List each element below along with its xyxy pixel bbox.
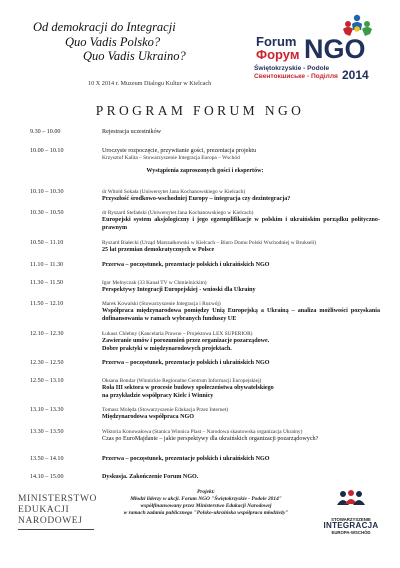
schedule-line: 25 lat przemian demokratycznych w Polsce <box>102 247 215 254</box>
schedule-row <box>30 129 380 148</box>
title-line: Quo Vadis Polsko? <box>65 34 161 49</box>
schedule-line: Zawieranie umów i porozumień przez organizacje pozarządowe. <box>102 338 270 345</box>
logo-forum-cyrillic: Форум <box>256 47 300 62</box>
project-line: Młodzi liderzy w akcji. Forum NGO "Świętokrzyskie - Podole 2014" <box>130 495 282 502</box>
schedule-row <box>30 210 380 240</box>
colored-people-icon <box>343 15 372 36</box>
logo-region-pl: Świętokrzyskie - Podole <box>254 65 330 72</box>
schedule-line: Rola III sektora w procesie budowy społeczeństwa obywatelskiego <box>102 385 274 392</box>
schedule-line: Dobre praktyki w międzynarodowych projektach. <box>102 345 232 352</box>
schedule-time: 14.10 – 15.00 <box>30 474 64 480</box>
event-title <box>33 20 233 64</box>
schedule-row <box>30 148 380 168</box>
schedule-time: 13.50 – 14.10 <box>30 456 64 462</box>
footer <box>0 480 400 568</box>
ministry-line: NARODOWEJ <box>18 516 83 526</box>
schedule-time: 12.30 – 12.50 <box>30 360 64 366</box>
logo-region-ua: Свентокшиське - Поділля <box>254 73 338 80</box>
schedule-line: Dyskusja. Zakończenie Forum NGO. <box>102 474 199 480</box>
ministry-underline <box>18 529 94 530</box>
schedule-speaker: dr Witold Sokała (Uniwersytet Jana Kochanowskiego w Kielcach) <box>102 189 246 195</box>
association-line-1: STOWARZYSZENIE <box>331 517 371 522</box>
schedule-time: 11.10 – 11.30 <box>30 262 64 268</box>
schedule-line: Międzynarodowa współpraca NGO <box>102 414 194 421</box>
date-location: 10 X 2014 r. Muzeum Dialogu Kultur w Kielcach <box>88 80 212 87</box>
schedule-line: Czas po EuroMajdanie – jakie perspektywy dla ukraińskich organizacji pozarządowych? <box>102 436 319 443</box>
schedule-body <box>102 148 380 168</box>
logo-ngo: NGO <box>304 34 366 64</box>
schedule-body <box>102 210 380 240</box>
schedule-body <box>102 129 380 148</box>
forum-ngo-logo <box>244 12 384 92</box>
association-line-2: INTEGRACJA <box>323 521 379 530</box>
schedule-time: 12.10 – 12.30 <box>30 331 64 337</box>
schedule-time: 11.30 – 11.50 <box>30 280 64 286</box>
schedule-line: Przerwa – poczęstunek, prezentacje polskich i ukraińskich NGO <box>102 360 270 366</box>
ministry-line: MINISTERSTWO <box>18 494 97 504</box>
logo-year: 2014 <box>342 68 369 82</box>
schedule-line: Uroczyste rozpoczęcie, przywitanie gości, prezentacja projektu <box>102 148 257 154</box>
schedule-body <box>102 262 380 280</box>
schedule-row <box>30 168 380 189</box>
schedule-row <box>30 360 380 378</box>
schedule-body <box>102 407 380 429</box>
schedule-line: Perspektywy Integracji Europejskiej - wnioski dla Ukrainy <box>102 287 256 294</box>
schedule-body <box>102 360 380 378</box>
schedule-row <box>30 429 380 456</box>
schedule-time: 11.50 – 12.10 <box>30 301 64 307</box>
schedule-body <box>102 240 380 262</box>
schedule-time: 10.50 – 11.10 <box>30 240 64 246</box>
schedule-body <box>102 378 380 407</box>
schedule-line: Przerwa – poczęstunek, prezentacje polskich i ukraińskich NGO <box>102 456 270 462</box>
schedule-speaker: Oksana Bondar (Winnickie Regionalne Centrum Informacji Europejskiej) <box>102 378 262 384</box>
schedule-body <box>102 189 380 210</box>
schedule-row <box>30 262 380 280</box>
schedule-body <box>102 331 380 360</box>
schedule-time: 10.00 – 10.10 <box>30 148 64 154</box>
schedule-line: na przykładzie współpracy Kielc i Winnicy <box>102 392 214 399</box>
schedule-body <box>102 456 380 474</box>
schedule-row <box>30 280 380 301</box>
schedule-speaker: Tomasz Molęda (Stowarzyszenie Edukacja Przez Internet) <box>102 407 229 413</box>
schedule-row <box>30 456 380 474</box>
schedule-speaker: Igor Melnyczak (33 Kanał TV w Chmielnickim) <box>102 280 207 286</box>
schedule-time: 10.10 – 10.30 <box>30 189 64 195</box>
schedule-line: Przyszłość środkowo-wschodniej Europy – integracja czy dezintegracja? <box>102 196 291 203</box>
schedule-speaker: Krzysztof Kalita – Stowarzyszenie Integracja Europa – Wschód <box>102 155 240 162</box>
schedule-line: Rejestracja uczestników <box>102 129 162 135</box>
ministry-line: EDUKACJI <box>18 505 70 515</box>
association-line-3: EUROPA-WSCHÓD <box>331 530 371 535</box>
schedule-row <box>30 407 380 429</box>
schedule-line: Przerwa – poczęstunek, prezentacje polskich i ukraińskich NGO <box>102 262 270 268</box>
program-title: PROGRAM FORUM NGO <box>95 103 305 118</box>
schedule-time: 13.10 – 13.30 <box>30 407 64 413</box>
schedule-speaker: Ryszard Białecki (Urząd Marszałkowski w Kielcach – Biuro Domu Polski Wschodniej w Brukseli) <box>102 240 317 246</box>
forum-ngo-logo-graphic <box>244 12 384 92</box>
schedule-time: 12.50 – 13.10 <box>30 378 64 384</box>
ministry-logo <box>18 494 97 530</box>
schedule <box>30 129 380 488</box>
schedule-line: Europejski system aksjologiczny i jego egzemplifikacje w polskim i ukraińskim porządku polityczno-prawnym <box>102 217 380 231</box>
schedule-body <box>102 301 380 331</box>
schedule-body <box>102 429 380 456</box>
schedule-row <box>30 189 380 210</box>
association-logo <box>312 489 390 535</box>
title-line: Od demokracji do Integracji <box>33 20 176 34</box>
schedule-time: 10.30 – 10.50 <box>30 210 64 216</box>
schedule-line: Współpraca międzynarodowa pomiędzy Unią Europejską a Ukrainą – analiza możliwości pozyskania dofinansowania w ramach wybranych funduszy UE <box>102 308 380 322</box>
schedule-row <box>30 301 380 331</box>
schedule-row <box>30 378 380 407</box>
schedule-row <box>30 331 380 360</box>
schedule-time: 9.30 – 10.00 <box>30 129 61 135</box>
project-line: Projekt: <box>197 489 215 495</box>
schedule-speaker: Wiktoria Konowałowa (Stanica Winnica Plast – Narodowa skautowska organizacja Ukrainy) <box>102 429 303 435</box>
schedule-row <box>30 240 380 262</box>
schedule-speaker: dr Ryszard Stefański (Uniwersytet Jana Kochanowskiego w Kielcach) <box>102 210 254 216</box>
project-line: w ramach zadania publicznego "Polsko-ukraińska współpraca młodzieży" <box>123 509 289 516</box>
schedule-speaker: Marek Kowalski (Stowarzyszenie Integracja i Rozwój) <box>102 301 221 307</box>
association-people-icon <box>333 489 369 509</box>
project-info <box>118 489 294 517</box>
logo-forum: Forum <box>256 34 297 49</box>
schedule-time: 13.30 – 13.50 <box>30 429 64 435</box>
schedule-speaker: Łukasz Chlebny (Kancelaria Prawno – Projektowa LEX SUPERIOR) <box>102 331 253 337</box>
section-note: Wystąpienia zaproszonych gości i ekspertów: <box>146 168 264 174</box>
title-line: Quo Vadis Ukraino? <box>83 49 186 63</box>
project-line: współfinansowany przez Ministerstwo Edukacji Narodowej <box>140 502 272 509</box>
schedule-body <box>102 280 380 301</box>
